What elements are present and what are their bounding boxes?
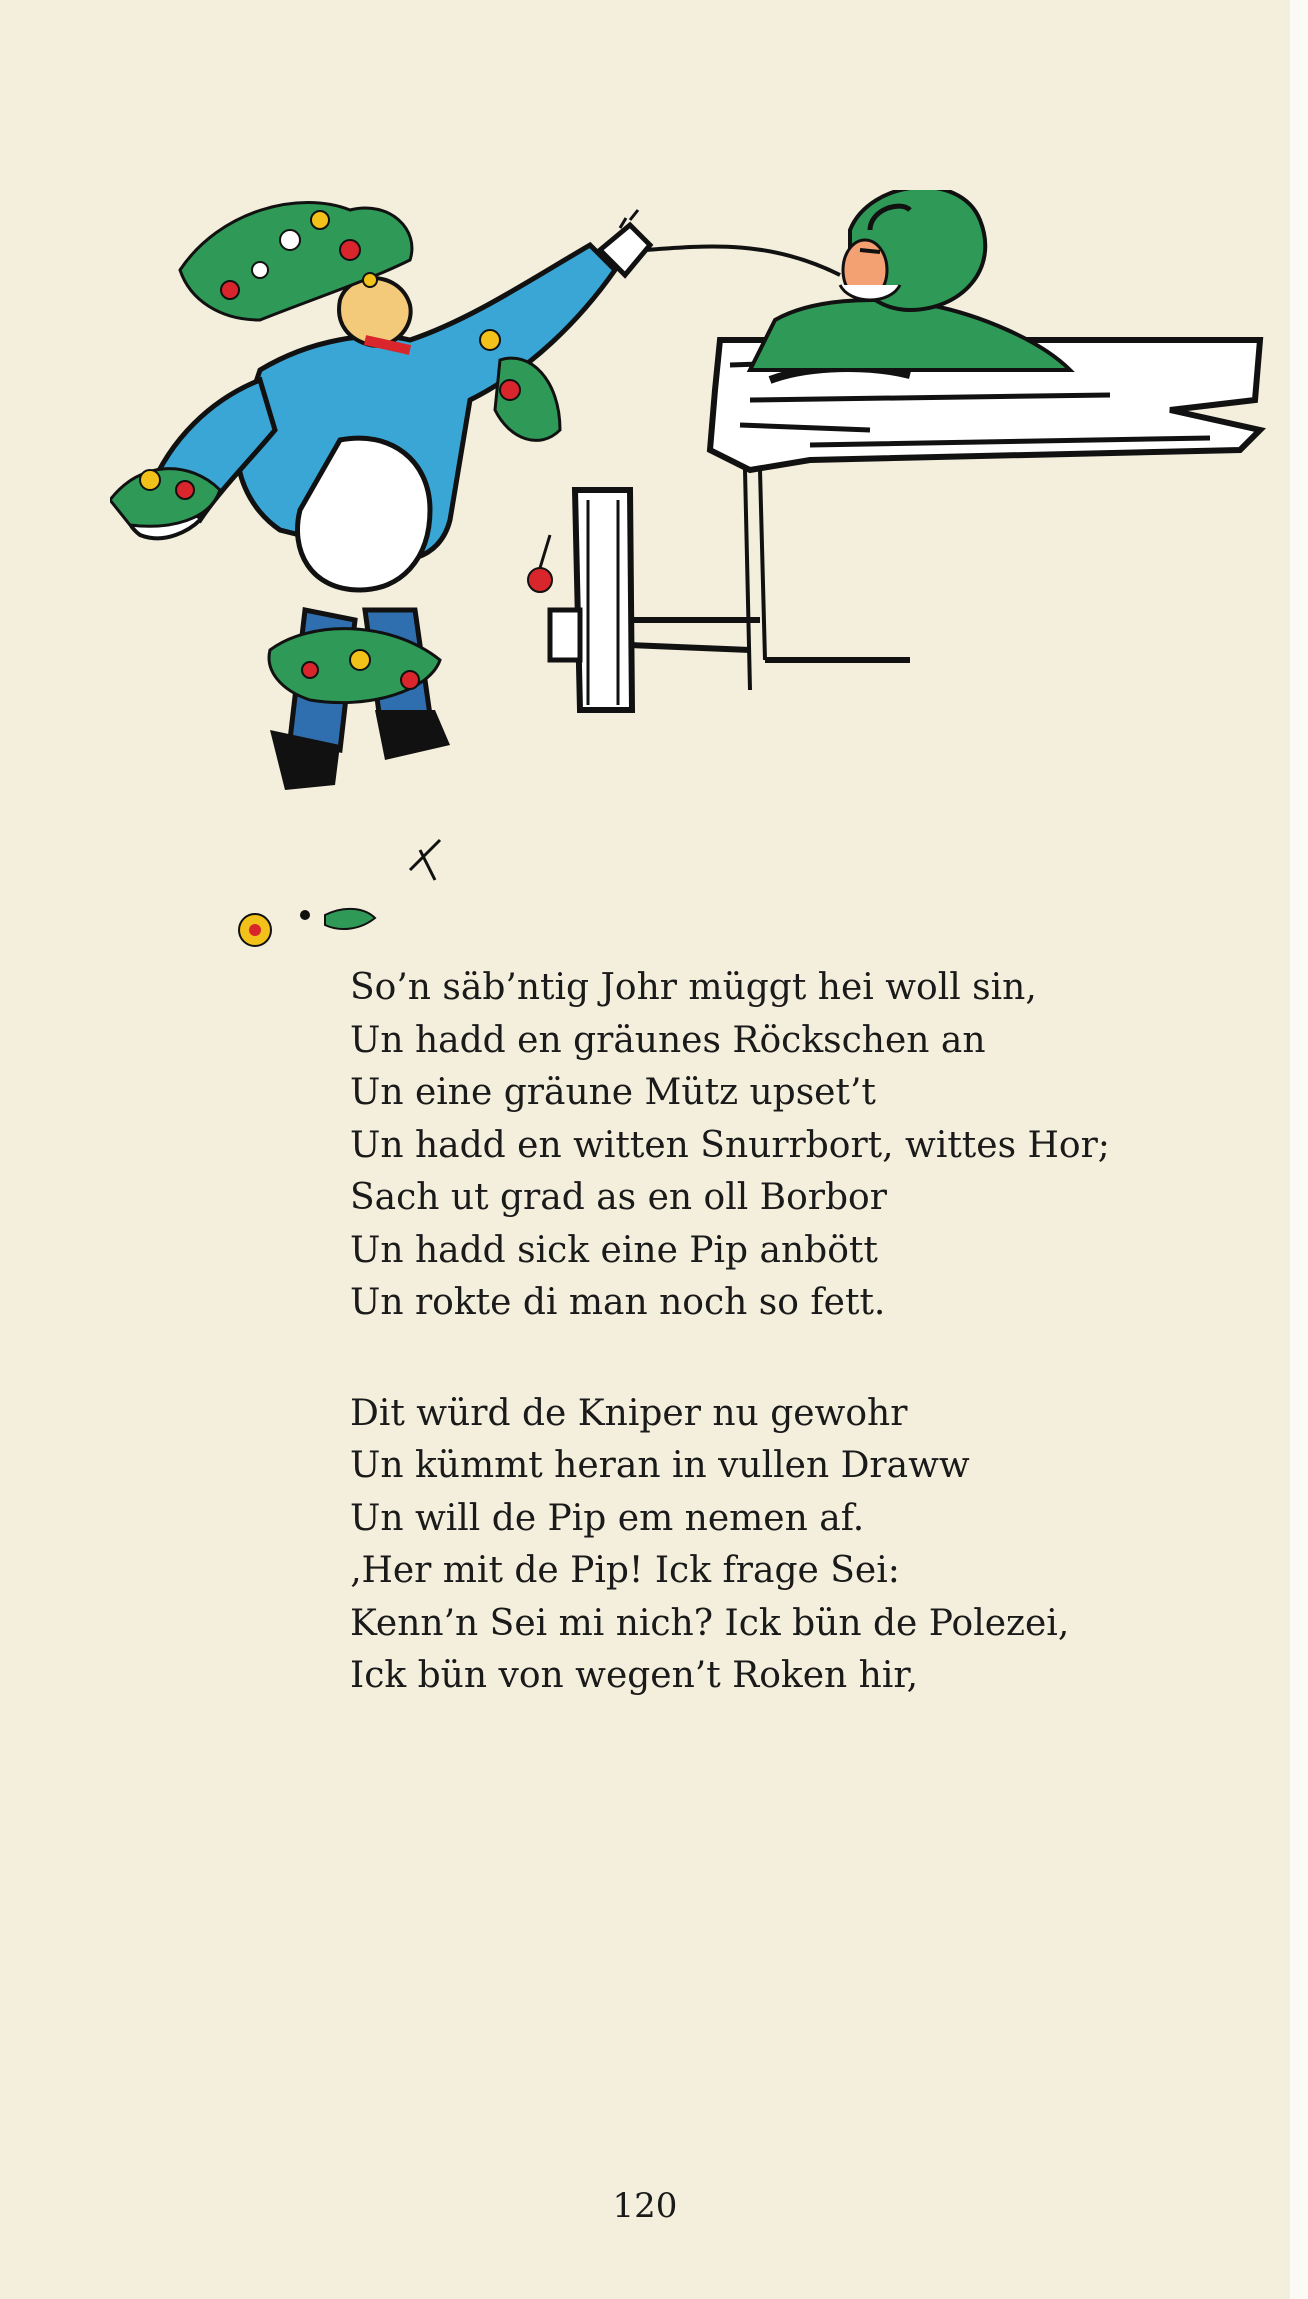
- ground-flowers: [239, 840, 440, 946]
- verse-line: Un rokte di man noch so fett.: [350, 1282, 886, 1323]
- verse-line: Kenn’n Sei mi nich? Ick bün de Polezei,: [350, 1602, 1070, 1644]
- wall-ledge: [710, 340, 1260, 690]
- falling-flower-red: [528, 535, 552, 592]
- verse-line: Un hadd en gräunes Röckschen an: [350, 1019, 986, 1061]
- poem: [350, 962, 1170, 1703]
- verse-line: So’n säb’ntig Johr müggt hei woll sin,: [350, 967, 1037, 1008]
- verse-line: Un kümmt heran in vullen Draww: [350, 1445, 970, 1486]
- illustration-drawing: [110, 190, 1280, 990]
- flower-man-figure: [128, 245, 615, 790]
- verse-line: Un hadd sick eine Pip anbött: [350, 1229, 878, 1271]
- policeman-figure: [750, 190, 1070, 370]
- verse-line: Un will de Pip em nemen af.: [350, 1497, 865, 1539]
- gate-post: [550, 490, 760, 710]
- verse-line: ‚Her mit de Pip! Ick frage Sei:: [350, 1550, 900, 1591]
- stanza-2: [350, 1388, 1170, 1703]
- verse-line: Dit würd de Kniper nu gewohr: [350, 1392, 908, 1434]
- illustration: [110, 190, 1280, 990]
- verse-line: Sach ut grad as en oll Borbor: [350, 1177, 887, 1218]
- verse-line: Un eine gräune Mütz upset’t: [350, 1072, 876, 1113]
- stanza-1: [350, 962, 1170, 1330]
- verse-line: Ick bün von wegen’t Roken hir,: [350, 1655, 919, 1696]
- verse-line: Un hadd en witten Snurrbort, wittes Hor;: [350, 1124, 1110, 1166]
- pipe: [600, 210, 840, 275]
- page-number: 120: [612, 2186, 678, 2226]
